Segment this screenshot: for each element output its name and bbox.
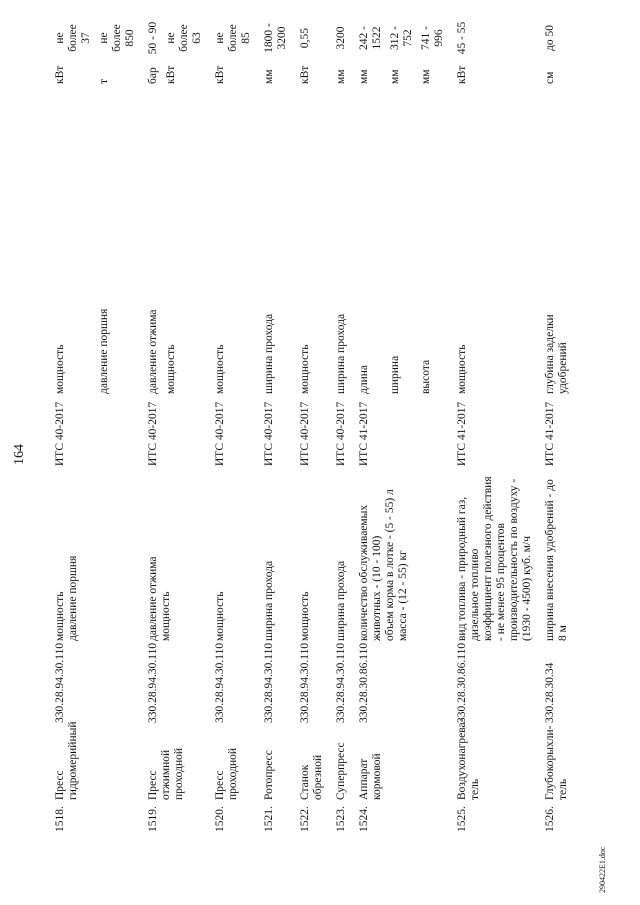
- indicator-name: мощность: [299, 344, 311, 394]
- indicator-value: не более 850: [98, 24, 136, 52]
- its-reference: ИТС 41-2017: [358, 401, 370, 466]
- indicator-name: длина: [358, 364, 370, 394]
- indicator-name: ширина: [389, 355, 401, 394]
- table-row: [145, 15, 163, 835]
- table-row: [212, 15, 261, 835]
- okpd-code: 330.28.94.30.110: [299, 642, 311, 723]
- indicator-value: 1800 - 3200: [263, 23, 288, 53]
- indicator-name: мощность: [456, 344, 468, 394]
- indicator-unit-spacer: [542, 87, 578, 301]
- row-number: 1525.: [456, 806, 468, 832]
- indicator-unit: кВт: [299, 65, 311, 84]
- indicator-unit-spacer: [212, 87, 261, 301]
- row-number: 1520.: [214, 806, 226, 832]
- indicator-unit-spacer: [145, 87, 163, 301]
- row-number: 1519.: [147, 806, 159, 832]
- indicator-unit-spacer: [52, 87, 96, 301]
- okpd-code: 330.28.94.30.110: [335, 642, 347, 723]
- technical-features: мощность: [214, 591, 226, 641]
- indicator-value: не более 37: [54, 24, 92, 52]
- equipment-name: Пресс отжимной проходной: [147, 747, 185, 800]
- indicator-value: 741 - 996: [420, 26, 445, 50]
- okpd-code: 330.28.30.86.110: [358, 642, 370, 723]
- indicator-unit-spacer: [261, 87, 297, 301]
- indicator-name: глубина заделки удобрений: [544, 314, 569, 394]
- indicator-value: 50 - 90: [147, 21, 159, 55]
- indicator-unit: мм: [358, 69, 370, 84]
- its-reference: ИТС 41-2017: [456, 401, 468, 466]
- okpd-code: 330.28.94.30.110: [54, 642, 66, 723]
- indicator-unit: т: [98, 78, 110, 84]
- indicator-unit: бар: [147, 67, 159, 84]
- indicator-unit: кВт: [165, 65, 177, 84]
- indicator-unit-spacer: [333, 87, 356, 301]
- technical-features: давление отжима мощность: [147, 556, 172, 641]
- indicator-unit: кВт: [54, 65, 66, 84]
- table-row: [52, 15, 96, 835]
- indicator-value: 45 - 55: [456, 21, 468, 55]
- indicator-unit: см: [544, 71, 556, 84]
- indicator-name: ширина прохода: [263, 313, 275, 394]
- equipment-name: Суперпресс: [335, 742, 347, 800]
- indicator-name: ширина прохода: [335, 313, 347, 394]
- equipment-name: Аппарат кормовой: [358, 753, 383, 800]
- technical-features: вид топлива - природный газ, дизельное топливо коэффициент полезного действия - не менее 95 процентов производительность по воздуху - (1930 - 4500) куб. м/ч: [456, 476, 533, 641]
- technical-features: количество обслуживаемых животных - (10 - 100) объем корма в лотке - (5 - 55) л масса - (12 - 55) кг: [358, 489, 409, 641]
- indicator-value: 0,55: [299, 27, 311, 49]
- footer-filename: 290422E1.doc: [598, 846, 607, 893]
- technical-features: ширина прохода: [263, 560, 275, 641]
- okpd-code: 330.28.94.30.110: [263, 642, 275, 723]
- indicator-unit: мм: [420, 69, 432, 84]
- indicator-unit-spacer: [356, 87, 387, 301]
- row-number: 1521.: [263, 806, 275, 832]
- indicator-value: не более 85: [214, 24, 252, 52]
- row-number: 1524.: [358, 806, 370, 832]
- row-number: 1526.: [544, 806, 556, 832]
- indicator-value: не более 63: [165, 24, 203, 52]
- its-reference: ИТС 40-2017: [263, 401, 275, 466]
- okpd-code: 330.28.30.86.110: [456, 642, 468, 723]
- equipment-name: Станок обрезной: [299, 754, 324, 800]
- indicator-unit-spacer: [418, 87, 454, 301]
- technical-features: ширина прохода: [335, 560, 347, 641]
- indicator-name: мощность: [165, 344, 177, 394]
- its-reference: ИТС 40-2017: [54, 401, 66, 466]
- indicator-name: давление отжима: [147, 309, 159, 394]
- technical-features: мощность давление поршня: [54, 555, 79, 641]
- its-reference: ИТС 40-2017: [335, 401, 347, 466]
- indicator-name: мощность: [54, 344, 66, 394]
- indicator-name: давление поршня: [98, 308, 110, 394]
- indicator-unit-spacer: [163, 87, 212, 301]
- okpd-code: 330.28.30.34: [544, 662, 556, 723]
- okpd-code: 330.28.94.30.110: [214, 642, 226, 723]
- indicator-unit-spacer: [454, 87, 542, 301]
- indicator-value: 242 - 1522: [358, 26, 383, 50]
- indicator-unit: мм: [389, 69, 401, 84]
- equipment-name: Ротопресс: [263, 750, 275, 800]
- table-row: [454, 15, 542, 835]
- its-reference: ИТС 41-2017: [544, 401, 556, 466]
- row-number: 1522.: [299, 806, 311, 832]
- row-number: 1523.: [335, 806, 347, 832]
- indicator-value: 312 - 752: [389, 26, 414, 50]
- technical-features: ширина внесения удобрений - до 8 м: [544, 479, 569, 641]
- technical-features: мощность: [299, 591, 311, 641]
- table-row: [297, 15, 333, 835]
- indicator-name: высота: [420, 359, 432, 394]
- indicator-name: мощность: [214, 344, 226, 394]
- equipment-name: Пресс гидромерийный: [54, 721, 79, 800]
- equipment-name: Глубокорыхли-тель: [544, 725, 569, 800]
- indicator-unit: кВт: [214, 65, 226, 84]
- indicator-unit: мм: [335, 69, 347, 84]
- indicator-unit: мм: [263, 69, 275, 84]
- indicator-unit: кВт: [456, 65, 468, 84]
- table-row: [356, 15, 387, 835]
- indicator-unit-spacer: [297, 87, 333, 301]
- row-number: 1518.: [54, 806, 66, 832]
- table-row: [542, 15, 578, 835]
- table-row: [333, 15, 356, 835]
- equipment-table: [52, 15, 578, 835]
- indicator-value: 3200: [335, 26, 347, 50]
- indicator-unit-spacer: [96, 87, 145, 301]
- its-reference: ИТС 40-2017: [299, 401, 311, 466]
- equipment-name: Воздухонагрева-тель: [456, 718, 481, 800]
- indicator-value: до 50: [544, 25, 556, 51]
- its-reference: ИТС 40-2017: [147, 401, 159, 466]
- okpd-code: 330.28.94.30.110: [147, 642, 159, 723]
- page-number: 164: [12, 444, 27, 465]
- its-reference: ИТС 40-2017: [214, 401, 226, 466]
- table-body: [52, 15, 578, 835]
- equipment-name: Пресс проходной: [214, 747, 239, 800]
- table-row: [261, 15, 297, 835]
- indicator-unit-spacer: [387, 87, 418, 301]
